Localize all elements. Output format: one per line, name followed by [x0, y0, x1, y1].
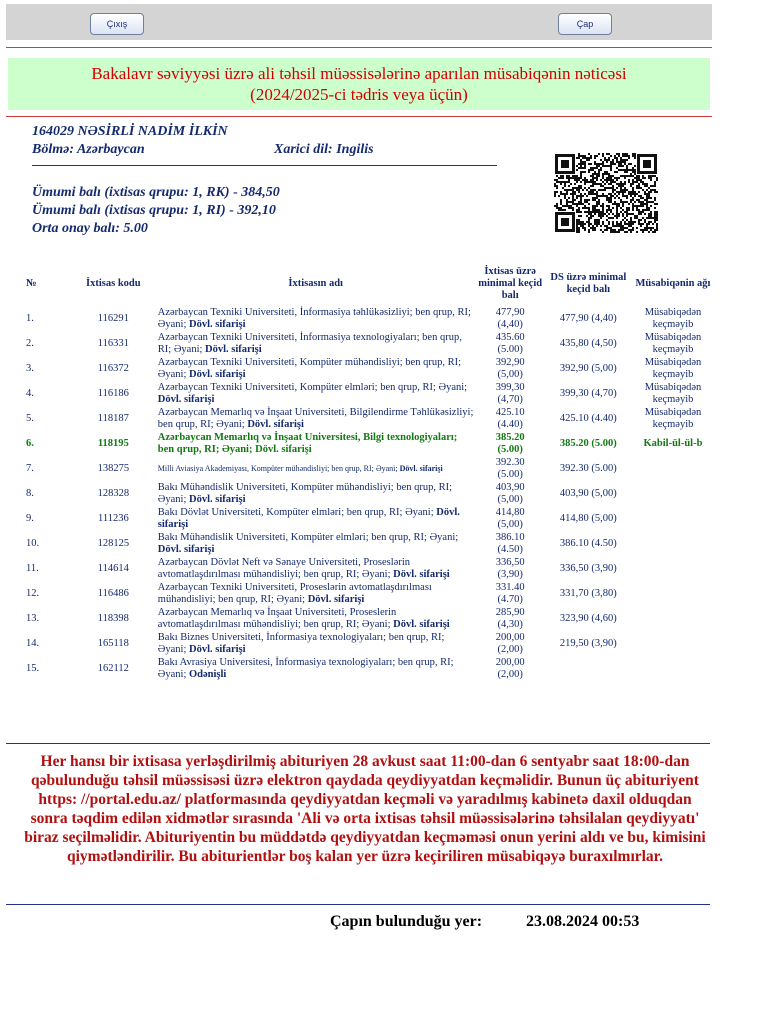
row-status: Müsabiqədən keçməyib: [644, 381, 702, 405]
row-ds-score: [545, 656, 632, 681]
row-program-name: [156, 356, 476, 381]
row-program-text: Azərbaycan Memarlıq və İnşaat Universiteti, Bilgilendirme Təhlükəsizliyi; ben qrup, RI; Əyani;: [157, 406, 474, 430]
row-program-name: [156, 331, 476, 356]
table-row: [6, 456, 714, 481]
row-no: 13.: [26, 612, 40, 624]
print-button[interactable]: Çap: [558, 13, 612, 35]
row-program-name: [156, 431, 476, 456]
row-min-sub: (5,00): [497, 368, 523, 380]
row-program-name: [156, 531, 476, 556]
row-order-type: Dövl. sifarişi: [255, 443, 312, 455]
row-program-text: Azərbaycan Texniki Universiteti, İnformasiya təhlükəsizliyi; ben qrup, RI; Əyani;: [157, 306, 471, 330]
top-toolbar: [6, 4, 712, 40]
row-min-score: [476, 331, 545, 356]
row-code: 165118: [97, 637, 129, 649]
row-status: Müsabiqədən keçməyib: [644, 331, 702, 355]
row-program-name: [156, 656, 476, 681]
row-program-text: Bakı Dövlət Universiteti, Kompüter elmləri; ben qrup, RI; Əyani;: [157, 506, 434, 518]
row-order-type: Dövl. sifarişi: [188, 643, 246, 655]
table-row: [6, 331, 714, 356]
row-status: [632, 481, 714, 506]
row-no: 10.: [26, 537, 40, 549]
row-program-text: Azərbaycan Memarlıq və İnşaat Universiteti, Proseslerin avtomatlaşdırılması mühəndisliyi; ben qrup, RI; Əyani;: [157, 606, 397, 630]
row-min-score: [476, 581, 545, 606]
header-ds-score: DS üzrə minimal keçid balı: [550, 272, 627, 295]
row-ds-score: 403,90 (5,00): [559, 487, 617, 499]
row-min-sub: (4,30): [497, 618, 523, 630]
row-order-type: Dövl. sifarişi: [307, 593, 365, 605]
row-status: [632, 456, 714, 481]
row-min-score: [476, 631, 545, 656]
results-table: [6, 262, 714, 681]
row-order-type: Dövl. sifarişi: [393, 568, 450, 580]
row-min-score: [476, 531, 545, 556]
row-order-type: Dövl. sifarişi: [157, 393, 215, 405]
row-min-sub: (4.70): [497, 593, 523, 605]
table-header-row: [6, 262, 714, 306]
row-no: 4.: [26, 387, 34, 399]
row-status: [632, 556, 714, 581]
qr-code-icon: [554, 153, 658, 233]
table-row: [6, 481, 714, 506]
row-code: 116372: [97, 362, 129, 374]
row-min-value: 386.10: [495, 531, 525, 543]
row-program-name: [156, 556, 476, 581]
row-min-value: 403,90: [495, 481, 525, 493]
table-row: [6, 381, 714, 406]
row-program-name: [156, 456, 476, 481]
row-code: 116331: [97, 337, 129, 349]
row-program-name: [156, 606, 476, 631]
row-min-value: 392,90: [495, 356, 525, 368]
table-row: [6, 431, 714, 456]
row-min-sub: (5.00): [497, 443, 523, 455]
row-ds-score: 323,90 (4,60): [559, 612, 617, 624]
row-ds-score: 435,80 (4,50): [559, 337, 617, 349]
print-datetime: 23.08.2024 00:53: [526, 913, 640, 930]
divider-top: [6, 47, 712, 48]
row-program-text: Azərbaycan Texniki Universiteti, İnformasiya texnologiyaları; ben qrup, RI; Əyani;: [157, 331, 462, 355]
row-order-type: Dövl. sifarişi: [157, 506, 460, 530]
gpa-score: Orta onay balı: 5.00: [32, 221, 148, 236]
row-ds-score: 392.30 (5.00): [559, 462, 617, 474]
table-row: [6, 356, 714, 381]
row-min-sub: (5,00): [497, 493, 523, 505]
row-code: 111236: [97, 512, 129, 524]
row-min-value: 336,50: [495, 556, 525, 568]
table-row: [6, 531, 714, 556]
row-program-text: Azərbaycan Texniki Universiteti, Kompüter mühəndisliyi; ben qrup, RI; Əyani;: [157, 356, 461, 380]
row-order-type: Dövl. sifarişi: [247, 418, 304, 430]
row-code: 116186: [97, 387, 129, 399]
row-min-score: [476, 381, 545, 406]
row-program-text: Azərbaycan Texniki Universiteti, Proseslərin avtomatlaşdırılması mühəndisliyi; ben qrup, RI; Əyani;: [157, 581, 432, 605]
table-row: [6, 306, 714, 331]
row-ds-score: 219,50 (3,90): [559, 637, 617, 649]
table-row: [6, 656, 714, 681]
row-min-sub: (3,90): [497, 568, 523, 580]
header-status: Müsabiqənin ağı: [635, 278, 711, 289]
row-min-value: 414,80: [495, 506, 525, 518]
row-min-sub: (4.40): [497, 418, 523, 430]
score-rk: Ümumi balı (ixtisas qrupu: 1, RK) - 384,50: [32, 185, 280, 200]
table-row: [6, 556, 714, 581]
row-ds-score: 425.10 (4.40): [559, 412, 617, 424]
applicant-id-name: 164029 NƏSİRLİ NADİM İLKİN: [32, 124, 228, 139]
divider-table: [6, 743, 710, 744]
divider-notice: [6, 904, 710, 905]
row-min-score: [476, 556, 545, 581]
row-program-text: Bakı Avrasiya Universitesi, İnformasiya texnologiyaları; ben qrup, RI; Əyani;: [157, 656, 454, 680]
row-program-name: [156, 481, 476, 506]
row-status: [632, 581, 714, 606]
row-no: 3.: [26, 362, 34, 374]
row-program-name: [156, 381, 476, 406]
row-min-score: [476, 656, 545, 681]
row-min-value: 331.40: [495, 581, 525, 593]
row-program-text: Bakı Mühəndislik Universiteti, Kompüter mühəndisliyi; ben qrup, RI; Əyani;: [157, 481, 453, 505]
header-min-score: İxtisas üzrə minimal keçid balı: [478, 266, 543, 301]
table-row: [6, 631, 714, 656]
divider-ident: [32, 165, 497, 166]
row-ds-score: 399,30 (4,70): [559, 387, 617, 399]
row-program-name: [156, 506, 476, 531]
row-program-text: Milli Aviasiya Akademiyası, Kompüter mühəndisliyi; ben qrup, RI; Əyani;: [157, 463, 398, 473]
row-program-name: [156, 306, 476, 331]
row-code: 118187: [97, 412, 129, 424]
row-code: 128125: [97, 537, 130, 549]
row-order-type: Odənişli: [188, 668, 227, 680]
row-min-value: 385.20: [495, 431, 525, 443]
row-min-value: 399,30: [495, 381, 525, 393]
row-program-text: Azərbaycan Dövlət Neft və Sənaye Universiteti, Proseslərin avtomatlaşdırılması mühəndisliyi; ben qrup, RI; Əyani;: [157, 556, 410, 580]
row-order-type: Dövl. sifarişi: [205, 343, 262, 355]
row-no: 8.: [26, 487, 34, 499]
registration-notice: Her hansı bir ixtisasa yerləşdirilmiş abituriyen 28 avkust saat 11:00-dan 6 sentyabr saat 18:00-dan qəbulunduğu təhsil müəssisəsi üzrə elektron qaydada qeydiyyatdan keçməlidir. Bunun üç abituriyent https: //portal.edu.az/ platformasında qeydiyyatdan keçməli və yaradılmış kabinetə daxil olduqdan sonra təqdim edilən xidmətlər sırasında 'Ali və orta ixtisas təhsil müəssisələrinə təhsilalan qeydiyyatı' biraz seçilməlidir. Abituriyentin bu müddətdə qeydiyyatdan keçməməsi onun yerini aldı ve bu, kimisini qiymətləndirilir. Bu abiturientlər boş kalan yer üzrə keçiriliren müsabiqəyə buraxılmırlar.: [24, 753, 706, 865]
row-status: [632, 656, 714, 681]
banner-title: Bakalavr səviyyəsi üzrə ali təhsil müəssisələrinə aparılan müsabiqənin nəticəsi: [91, 64, 627, 83]
header-no: №: [26, 278, 37, 289]
row-no: 7.: [26, 462, 34, 474]
row-order-type: Dövl. sifarişi: [399, 463, 443, 473]
row-min-score: [476, 306, 545, 331]
row-no: 11.: [26, 562, 39, 574]
row-min-score: [476, 456, 545, 481]
row-min-sub: (5.00): [497, 343, 523, 355]
row-code: 128328: [97, 487, 130, 499]
row-program-name: [156, 406, 476, 431]
row-no: 5.: [26, 412, 34, 424]
row-ds-score: 414,80 (5,00): [559, 512, 617, 524]
row-status: [632, 606, 714, 631]
row-ds-score: 336,50 (3,90): [559, 562, 617, 574]
row-ds-score: 392,90 (5,00): [559, 362, 617, 374]
row-no: 12.: [26, 587, 40, 599]
table-row: [6, 506, 714, 531]
row-ds-score: 386.10 (4.50): [559, 537, 617, 549]
row-min-sub: (4.50): [497, 543, 523, 555]
header-name: İxtisasın adı: [288, 278, 343, 289]
row-order-type: Dövl. sifarişi: [157, 543, 215, 555]
row-code: 116291: [97, 312, 129, 324]
row-code: 116486: [97, 587, 129, 599]
row-no: 9.: [26, 512, 34, 524]
row-ds-score: 477,90 (4,40): [559, 312, 617, 324]
table-row: [6, 406, 714, 431]
row-no: 2.: [26, 337, 34, 349]
row-min-sub: (4,70): [497, 393, 523, 405]
row-min-value: 285,90: [495, 606, 525, 618]
row-no: 15.: [26, 662, 40, 674]
row-min-sub: (2,00): [497, 643, 523, 655]
applicant-section: Bölmə: Azərbaycan: [32, 142, 145, 157]
row-order-type: Dövl. sifarişi: [188, 493, 246, 505]
table-row: [6, 581, 714, 606]
row-no: 6.: [26, 437, 34, 449]
row-status: [632, 531, 714, 556]
row-min-value: 392.30: [495, 456, 525, 468]
row-no: 14.: [26, 637, 40, 649]
row-no: 1.: [26, 312, 34, 324]
row-min-score: [476, 356, 545, 381]
score-ri: Ümumi balı (ixtisas qrupu: 1, RI) - 392,10: [32, 203, 276, 218]
row-ds-score: 385.20 (5.00): [559, 437, 617, 449]
header-code: İxtisas kodu: [86, 278, 141, 289]
row-min-score: [476, 406, 545, 431]
row-ds-score: 331,70 (3,80): [559, 587, 617, 599]
row-order-type: Dövl. sifarişi: [393, 618, 450, 630]
row-status: Müsabiqədən keçməyib: [644, 356, 702, 380]
row-min-score: [476, 506, 545, 531]
row-status: Müsabiqədən keçməyib: [644, 406, 702, 430]
row-min-score: [476, 431, 545, 456]
row-program-text: Bakı Biznes Universiteti, İnformasiya texnologiyaları; ben qrup, RI; Əyani;: [157, 631, 445, 655]
row-code: 138275: [97, 462, 130, 474]
row-code: 114614: [97, 562, 129, 574]
row-status: [632, 631, 714, 656]
row-program-name: [156, 631, 476, 656]
print-place-label: Çapın bulunduğu yer:: [330, 913, 483, 930]
row-program-text: Azərbaycan Memarlıq və İnşaat Universitesi, Bilgi texnologiyaları; ben qrup, RI; Əyani;: [157, 431, 458, 455]
table-row: [6, 606, 714, 631]
row-status: Kabil-ül-ül-b: [643, 437, 703, 449]
row-program-text: Bakı Mühəndislik Universiteti, Kompüter elmləri; ben qrup, RI; Əyani;: [157, 531, 459, 543]
row-min-score: [476, 606, 545, 631]
row-code: 118195: [97, 437, 129, 449]
row-min-value: 200,00: [495, 656, 525, 668]
row-min-value: 425.10: [495, 406, 525, 418]
applicant-foreign-language: Xarici dil: Ingilis: [274, 142, 374, 157]
row-min-sub: (5,00): [497, 518, 523, 530]
row-order-type: Dövl. sifarişi: [188, 368, 246, 380]
row-code: 162112: [97, 662, 129, 674]
exit-button[interactable]: Çıxış: [90, 13, 144, 35]
result-banner: [8, 58, 710, 110]
row-min-value: 435.60: [495, 331, 525, 343]
row-min-score: [476, 481, 545, 506]
row-min-sub: (4,40): [497, 318, 523, 330]
divider-banner: [6, 116, 712, 117]
banner-subtitle: (2024/2025-ci tədris veya üçün): [250, 85, 468, 104]
row-program-text: Azərbaycan Texniki Universiteti, Kompüter elmləri; ben qrup, RI; Əyani;: [157, 381, 468, 393]
row-min-value: 200,00: [495, 631, 525, 643]
row-order-type: Dövl. sifarişi: [188, 318, 246, 330]
row-min-sub: (5.00): [497, 468, 523, 480]
row-min-value: 477,90: [495, 306, 525, 318]
row-status: [632, 506, 714, 531]
row-min-sub: (2,00): [497, 668, 523, 680]
row-program-name: [156, 581, 476, 606]
row-code: 118398: [97, 612, 129, 624]
row-status: Müsabiqədən keçməyib: [644, 306, 702, 330]
